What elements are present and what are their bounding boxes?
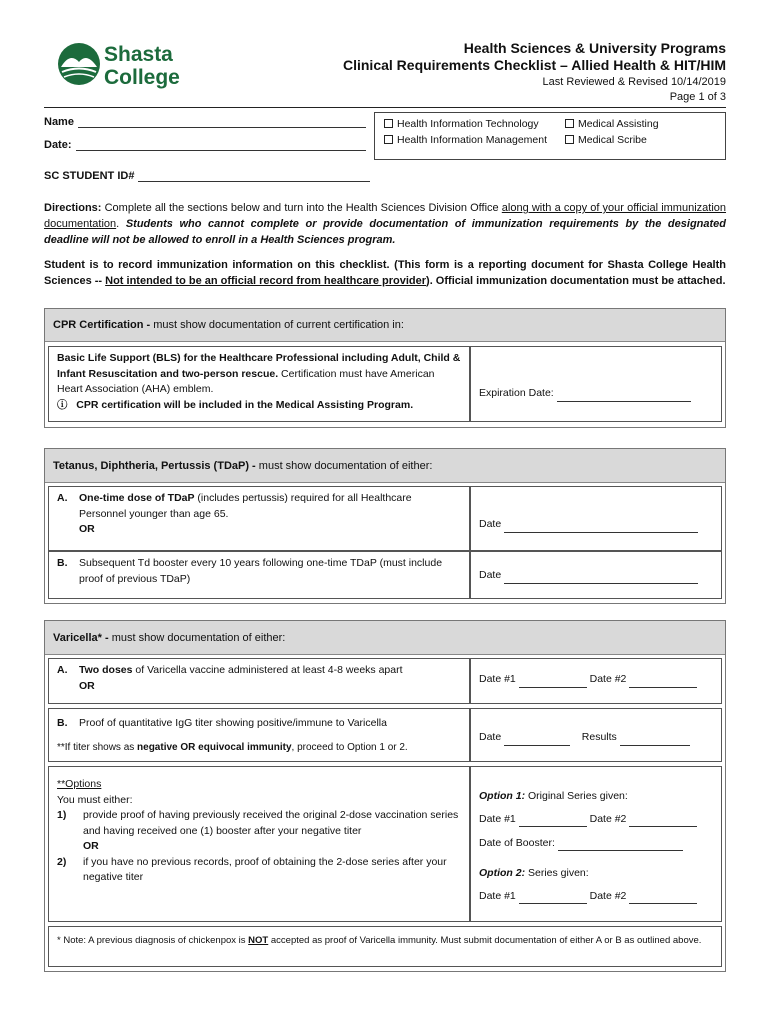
checkbox[interactable] [384, 135, 393, 144]
varicella-options-cell: **Options You must either: 1) provide proof of having previously received the original 2-dose vaccination series and having received one (1) booster after your negative titer OR 2) if you have no previous records, proof of obtaining the 2-dose series after your negative titer [48, 766, 470, 922]
name-field[interactable] [44, 116, 366, 128]
varicella-option-b-dates[interactable]: Date Results [470, 708, 722, 762]
program-option-hit[interactable]: Health Information Technology [384, 118, 539, 130]
cpr-section-header: CPR Certification - must show documentation of current certification in: [45, 309, 725, 342]
header-rule [44, 107, 726, 108]
date-field[interactable] [44, 139, 366, 151]
document-title [343, 40, 726, 74]
tdap-section [44, 448, 726, 604]
cpr-requirement-cell: Basic Life Support (BLS) for the Healthcare Professional including Adult, Child & Infant Resuscitation and two-person rescue. Certification must have American Heart Association (AHA) emblem. ⓘ CPR certification will be included in the Medical Assisting Program. [48, 346, 470, 422]
name-label: Name [44, 116, 74, 128]
checkbox[interactable] [384, 119, 393, 128]
title-line-1: Health Sciences & University Programs [463, 40, 726, 56]
revision-date: Last Reviewed & Revised 10/14/2019 [542, 76, 726, 88]
student-instructions: Student is to record immunization information on this checklist. (This form is a reporting document for Shasta College Health Sciences -- Not intended to be an official record from healthcare provider). Official immunization documentation must be attached. [44, 259, 726, 287]
logo-line2: College [104, 66, 180, 89]
info-icon: ⓘ [57, 398, 68, 411]
varicella-option-a-dates[interactable]: Date #1 Date #2 [470, 658, 722, 704]
logo-line1: Shasta [104, 43, 173, 66]
program-option-medical-scribe[interactable]: Medical Scribe [565, 134, 647, 146]
tdap-option-a-date[interactable]: Date [470, 486, 722, 551]
program-option-medical-assisting[interactable]: Medical Assisting [565, 118, 659, 130]
tdap-option-a-cell: A. One-time dose of TDaP (includes pertussis) required for all Healthcare Personnel younger than age 65. OR [48, 486, 470, 551]
checkbox[interactable] [565, 119, 574, 128]
varicella-note: * Note: A previous diagnosis of chickenpox is NOT accepted as proof of Varicella immunity. Must submit documentation of either A or B as outlined above. [48, 926, 722, 967]
date-label: Date: [44, 139, 72, 151]
varicella-section [44, 620, 726, 972]
varicella-option-a-cell: A. Two doses of Varicella vaccine administered at least 4-8 weeks apart OR [48, 658, 470, 704]
cpr-section [44, 308, 726, 428]
name-line[interactable] [78, 117, 366, 128]
tdap-option-b-cell: B. Subsequent Td booster every 10 years following one-time TDaP (must include proof of previous TDaP) [48, 551, 470, 599]
tdap-option-b-date[interactable]: Date [470, 551, 722, 599]
student-id-label: SC STUDENT ID# [44, 170, 135, 182]
cpr-info-note: ⓘ CPR certification will be included in the Medical Assisting Program. [57, 398, 414, 411]
directions-paragraph: Directions: Complete all the sections below and turn into the Health Sciences Division Office along with a copy of your official immunization documentation. Students who cannot complete or provide documentation of immunization requirements by the designated deadline will not be allowed to enroll in a Health Sciences program. [44, 202, 727, 246]
checkbox[interactable] [565, 135, 574, 144]
student-id-line[interactable] [138, 171, 370, 182]
program-option-him[interactable]: Health Information Management [384, 134, 547, 146]
title-line-2: Clinical Requirements Checklist – Allied Health & HIT/HIM [342, 57, 726, 73]
student-id-field[interactable] [44, 170, 370, 182]
varicella-option-b-cell: B. Proof of quantitative IgG titer showing positive/immune to Varicella **If titer shows as negative OR equivocal immunity, proceed to Option 1 or 2. [48, 708, 470, 762]
varicella-section-header: Varicella* - must show documentation of either: [45, 621, 725, 655]
date-line[interactable] [76, 140, 366, 151]
varicella-options-dates[interactable]: Option 1: Original Series given: Date #1 Date #2 Date of Booster: Option 2: Series given: Date #1 Date #2 [470, 766, 722, 922]
page-number: Page 1 of 3 [669, 91, 726, 103]
tdap-section-header: Tetanus, Diphtheria, Pertussis (TDaP) - must show documentation of either: [45, 449, 725, 483]
shasta-college-logo [56, 40, 196, 90]
cpr-expiration-cell[interactable]: Expiration Date: [470, 346, 722, 422]
program-selection-box [374, 112, 726, 160]
